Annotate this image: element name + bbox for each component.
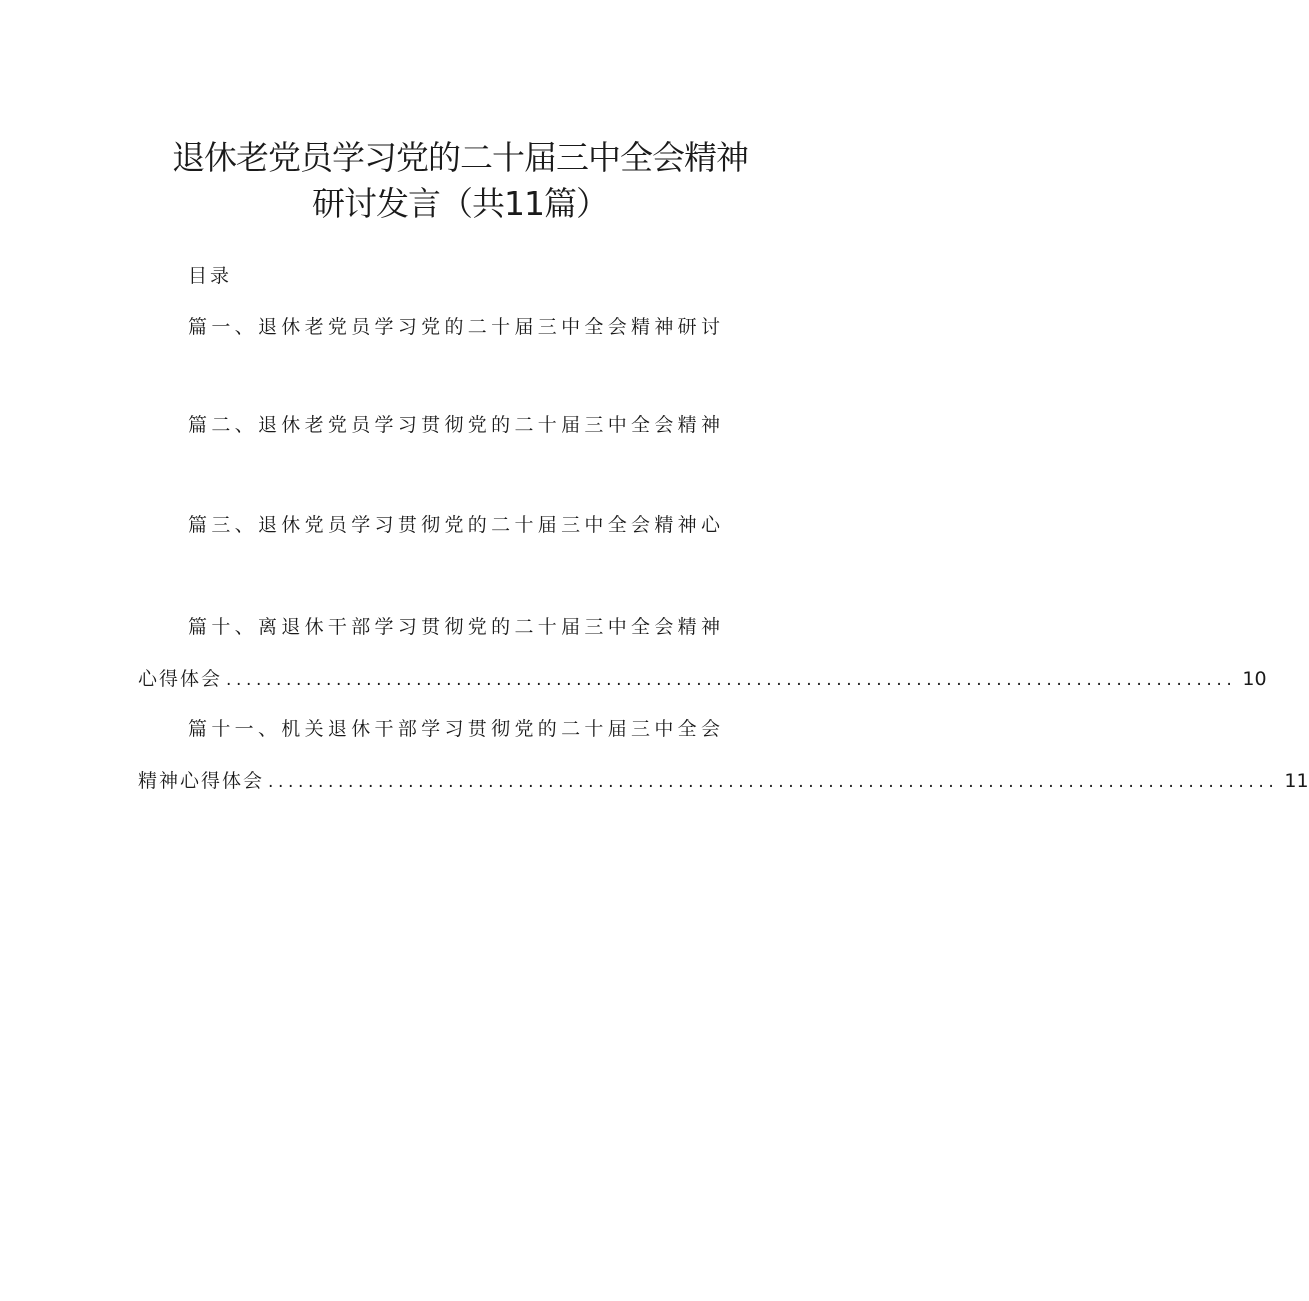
toc-entry-10-text: 心得体会: [138, 668, 223, 690]
toc-entry-11[interactable]: 篇十一、机关退休干部学习贯彻党的二十届三中全会: [188, 718, 720, 740]
toc-entry-10-page-number: 10: [1242, 668, 1267, 690]
toc-entry-3[interactable]: 篇三、退休党员学习贯彻党的二十届三中全会精神心: [188, 514, 720, 536]
toc-entry-10-continuation[interactable]: [138, 665, 1267, 694]
dot-leader: .....................................................................................................: [268, 772, 1279, 792]
toc-entry-11-continuation[interactable]: [138, 767, 1309, 796]
document-title-line-1: 退休老党员学习党的二十届三中全会精神: [172, 138, 748, 177]
toc-entry-1[interactable]: 篇一、退休老党员学习党的二十届三中全会精神研讨: [188, 316, 720, 338]
document-title-line-2: 研讨发言（共11篇）: [312, 184, 608, 223]
toc-heading: 目录: [188, 265, 233, 287]
dot-leader: .....................................................................................................: [226, 670, 1237, 690]
toc-entry-11-text: 精神心得体会: [138, 770, 265, 792]
toc-entry-2[interactable]: 篇二、退休老党员学习贯彻党的二十届三中全会精神: [188, 414, 720, 436]
toc-entry-11-page-number: 11: [1284, 770, 1309, 792]
toc-entry-10[interactable]: 篇十、离退休干部学习贯彻党的二十届三中全会精神: [188, 616, 720, 638]
